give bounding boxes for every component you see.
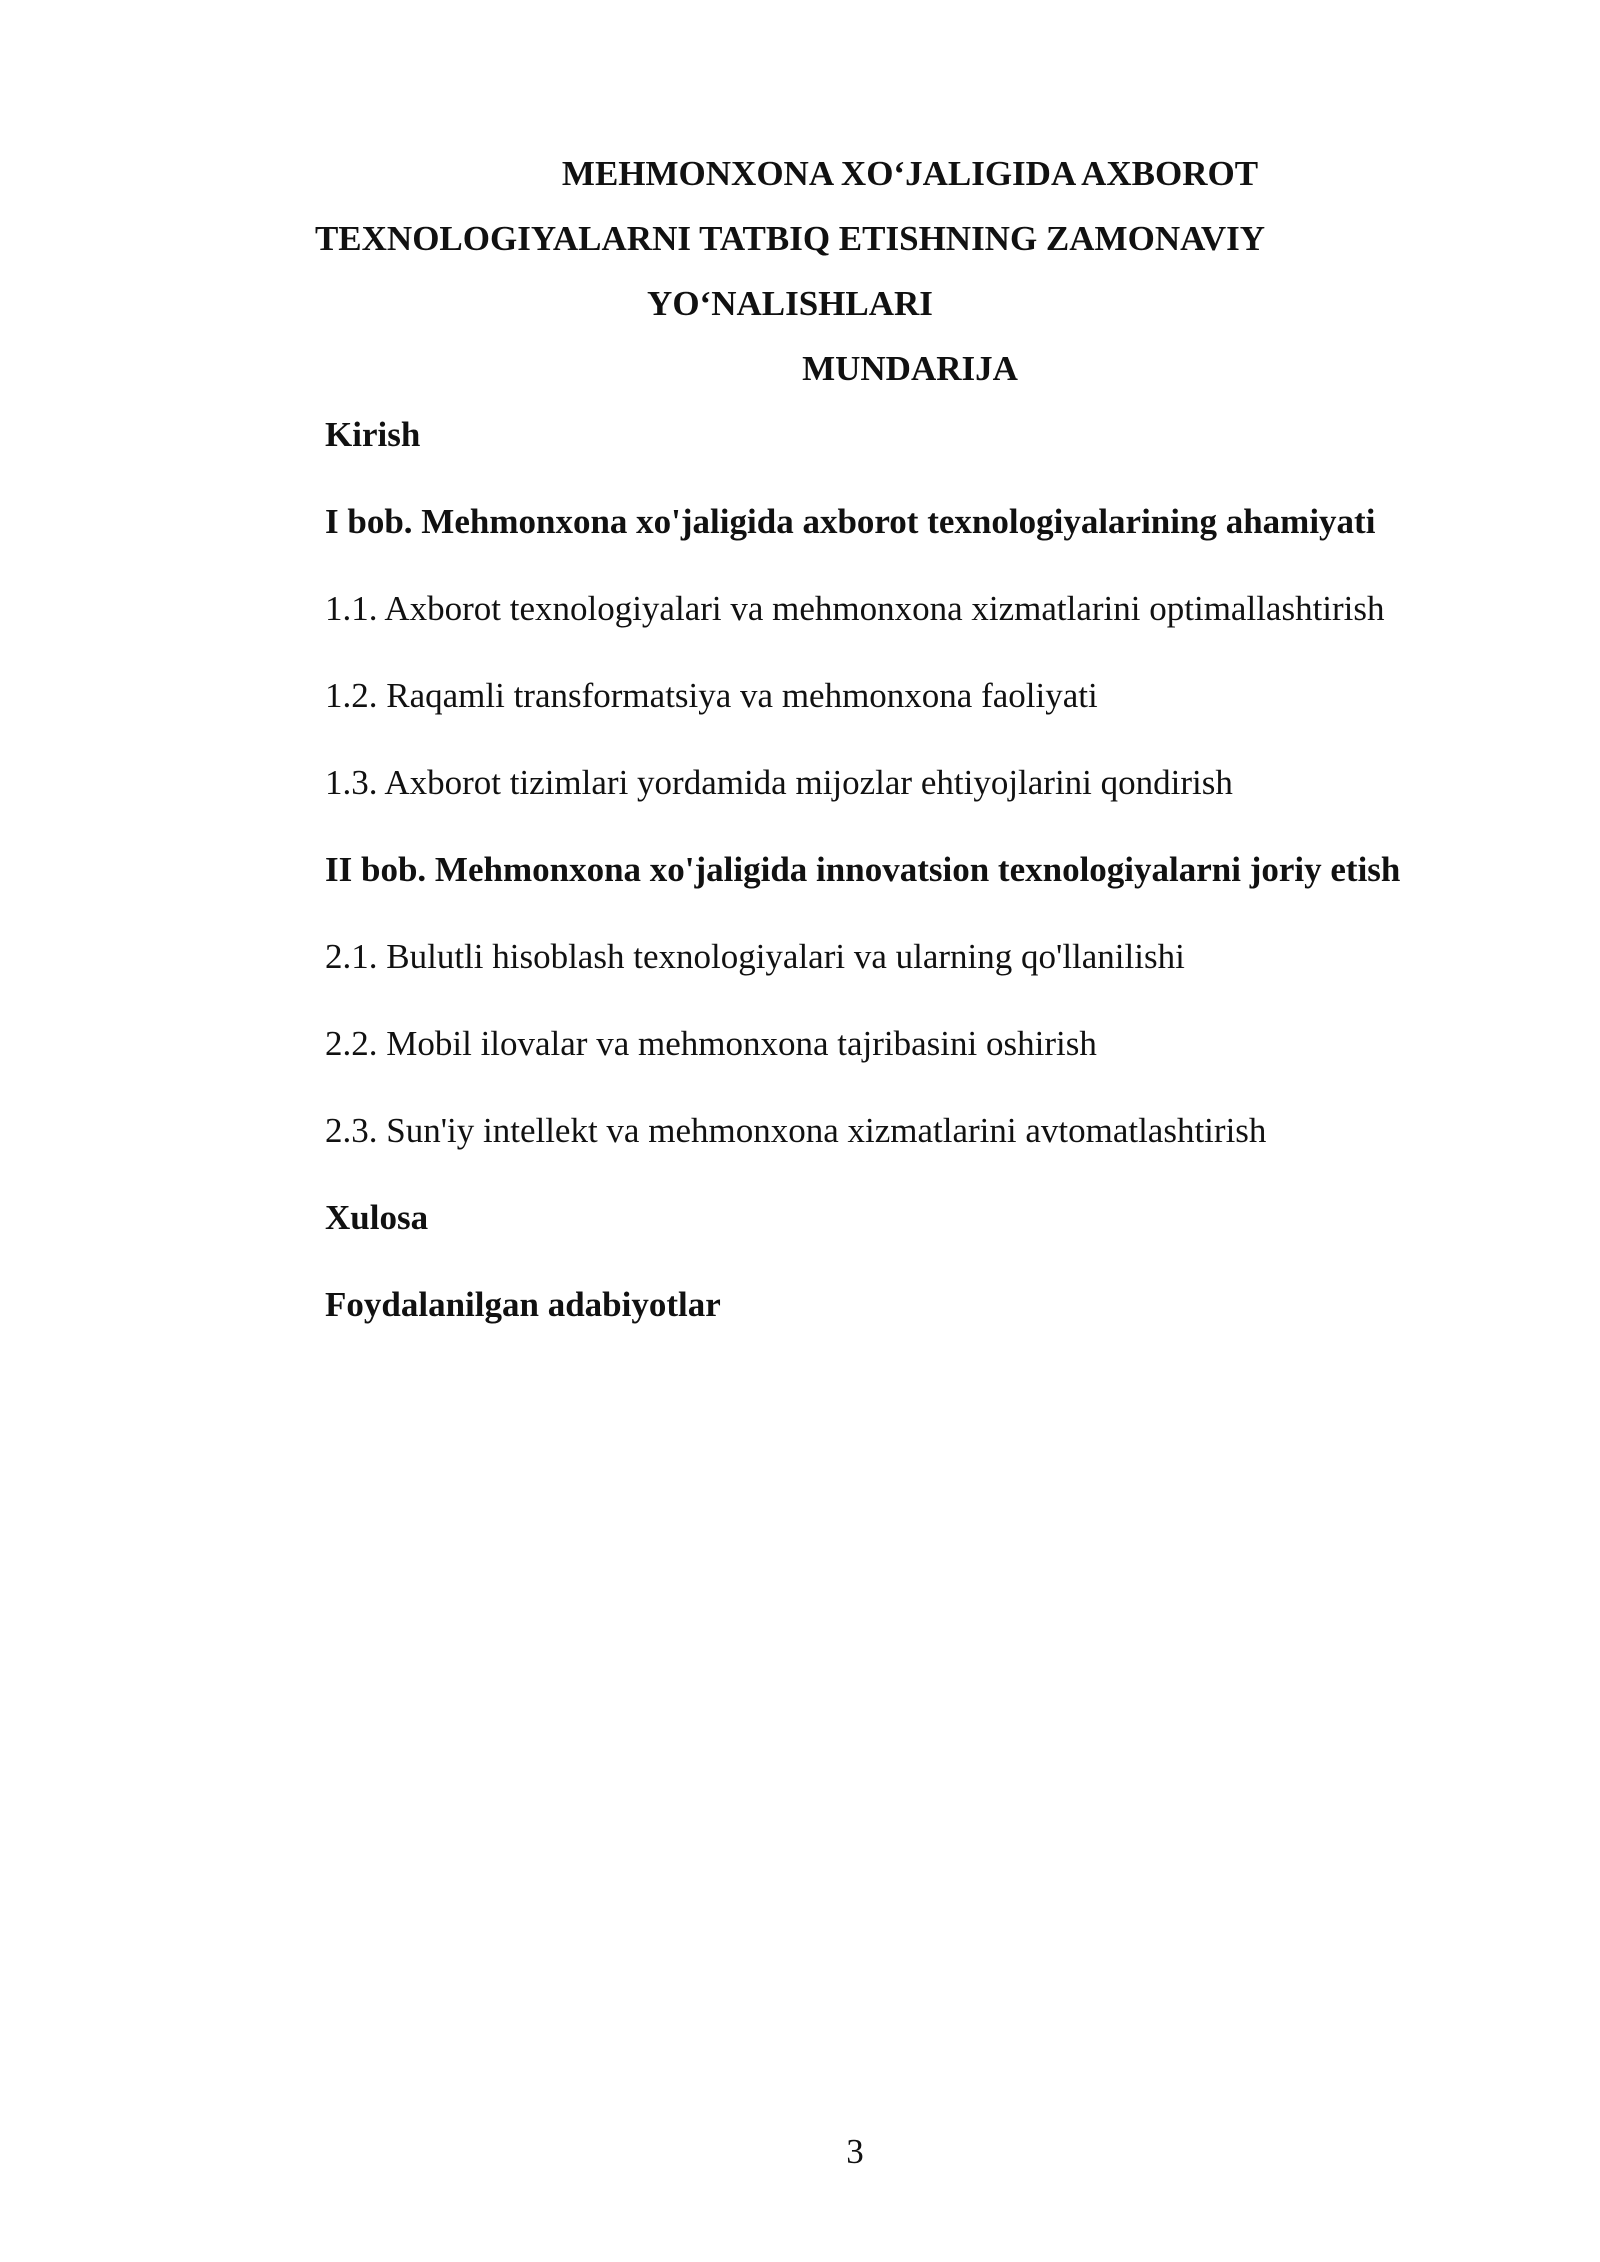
- toc-item-1-2: 1.2. Raqamli transformatsiya va mehmonxona faoliyati: [325, 676, 1098, 715]
- toc-item-chapter-1: I bob. Mehmonxona xo'jaligida axborot texnologiyalarining ahamiyati: [325, 502, 1376, 541]
- document-title-line-2: TEXNOLOGIYALARNI TATBIQ ETISHNING ZAMONAVIY: [314, 219, 1266, 258]
- toc-item-2-3: 2.3. Sun'iy intellekt va mehmonxona xizmatlarini avtomatlashtirish: [325, 1111, 1267, 1150]
- table-of-contents: [325, 410, 1575, 1367]
- toc-item-1-1: 1.1. Axborot texnologiyalari va mehmonxona xizmatlarini optimallashtirish: [325, 589, 1385, 628]
- toc-item-1-3: 1.3. Axborot tizimlari yordamida mijozlar ehtiyojlarini qondirish: [325, 763, 1233, 802]
- page-number: 3: [846, 2132, 864, 2171]
- toc-item-introduction: Kirish: [325, 415, 421, 454]
- toc-item-conclusion: Xulosa: [325, 1198, 429, 1237]
- toc-item-references: Foydalanilgan adabiyotlar: [325, 1285, 721, 1324]
- document-title-line-3: YO‘NALISHLARI: [647, 284, 933, 323]
- toc-item-chapter-2: II bob. Mehmonxona xo'jaligida innovatsion texnologiyalarni joriy etish: [325, 850, 1401, 889]
- toc-item-2-1: 2.1. Bulutli hisoblash texnologiyalari va ularning qo'llanilishi: [325, 937, 1185, 976]
- contents-heading: MUNDARIJA: [802, 349, 1018, 388]
- document-title-line-1: MEHMONXONA XO‘JALIGIDA AXBOROT: [561, 154, 1259, 193]
- toc-item-2-2: 2.2. Mobil ilovalar va mehmonxona tajribasini oshirish: [325, 1024, 1097, 1063]
